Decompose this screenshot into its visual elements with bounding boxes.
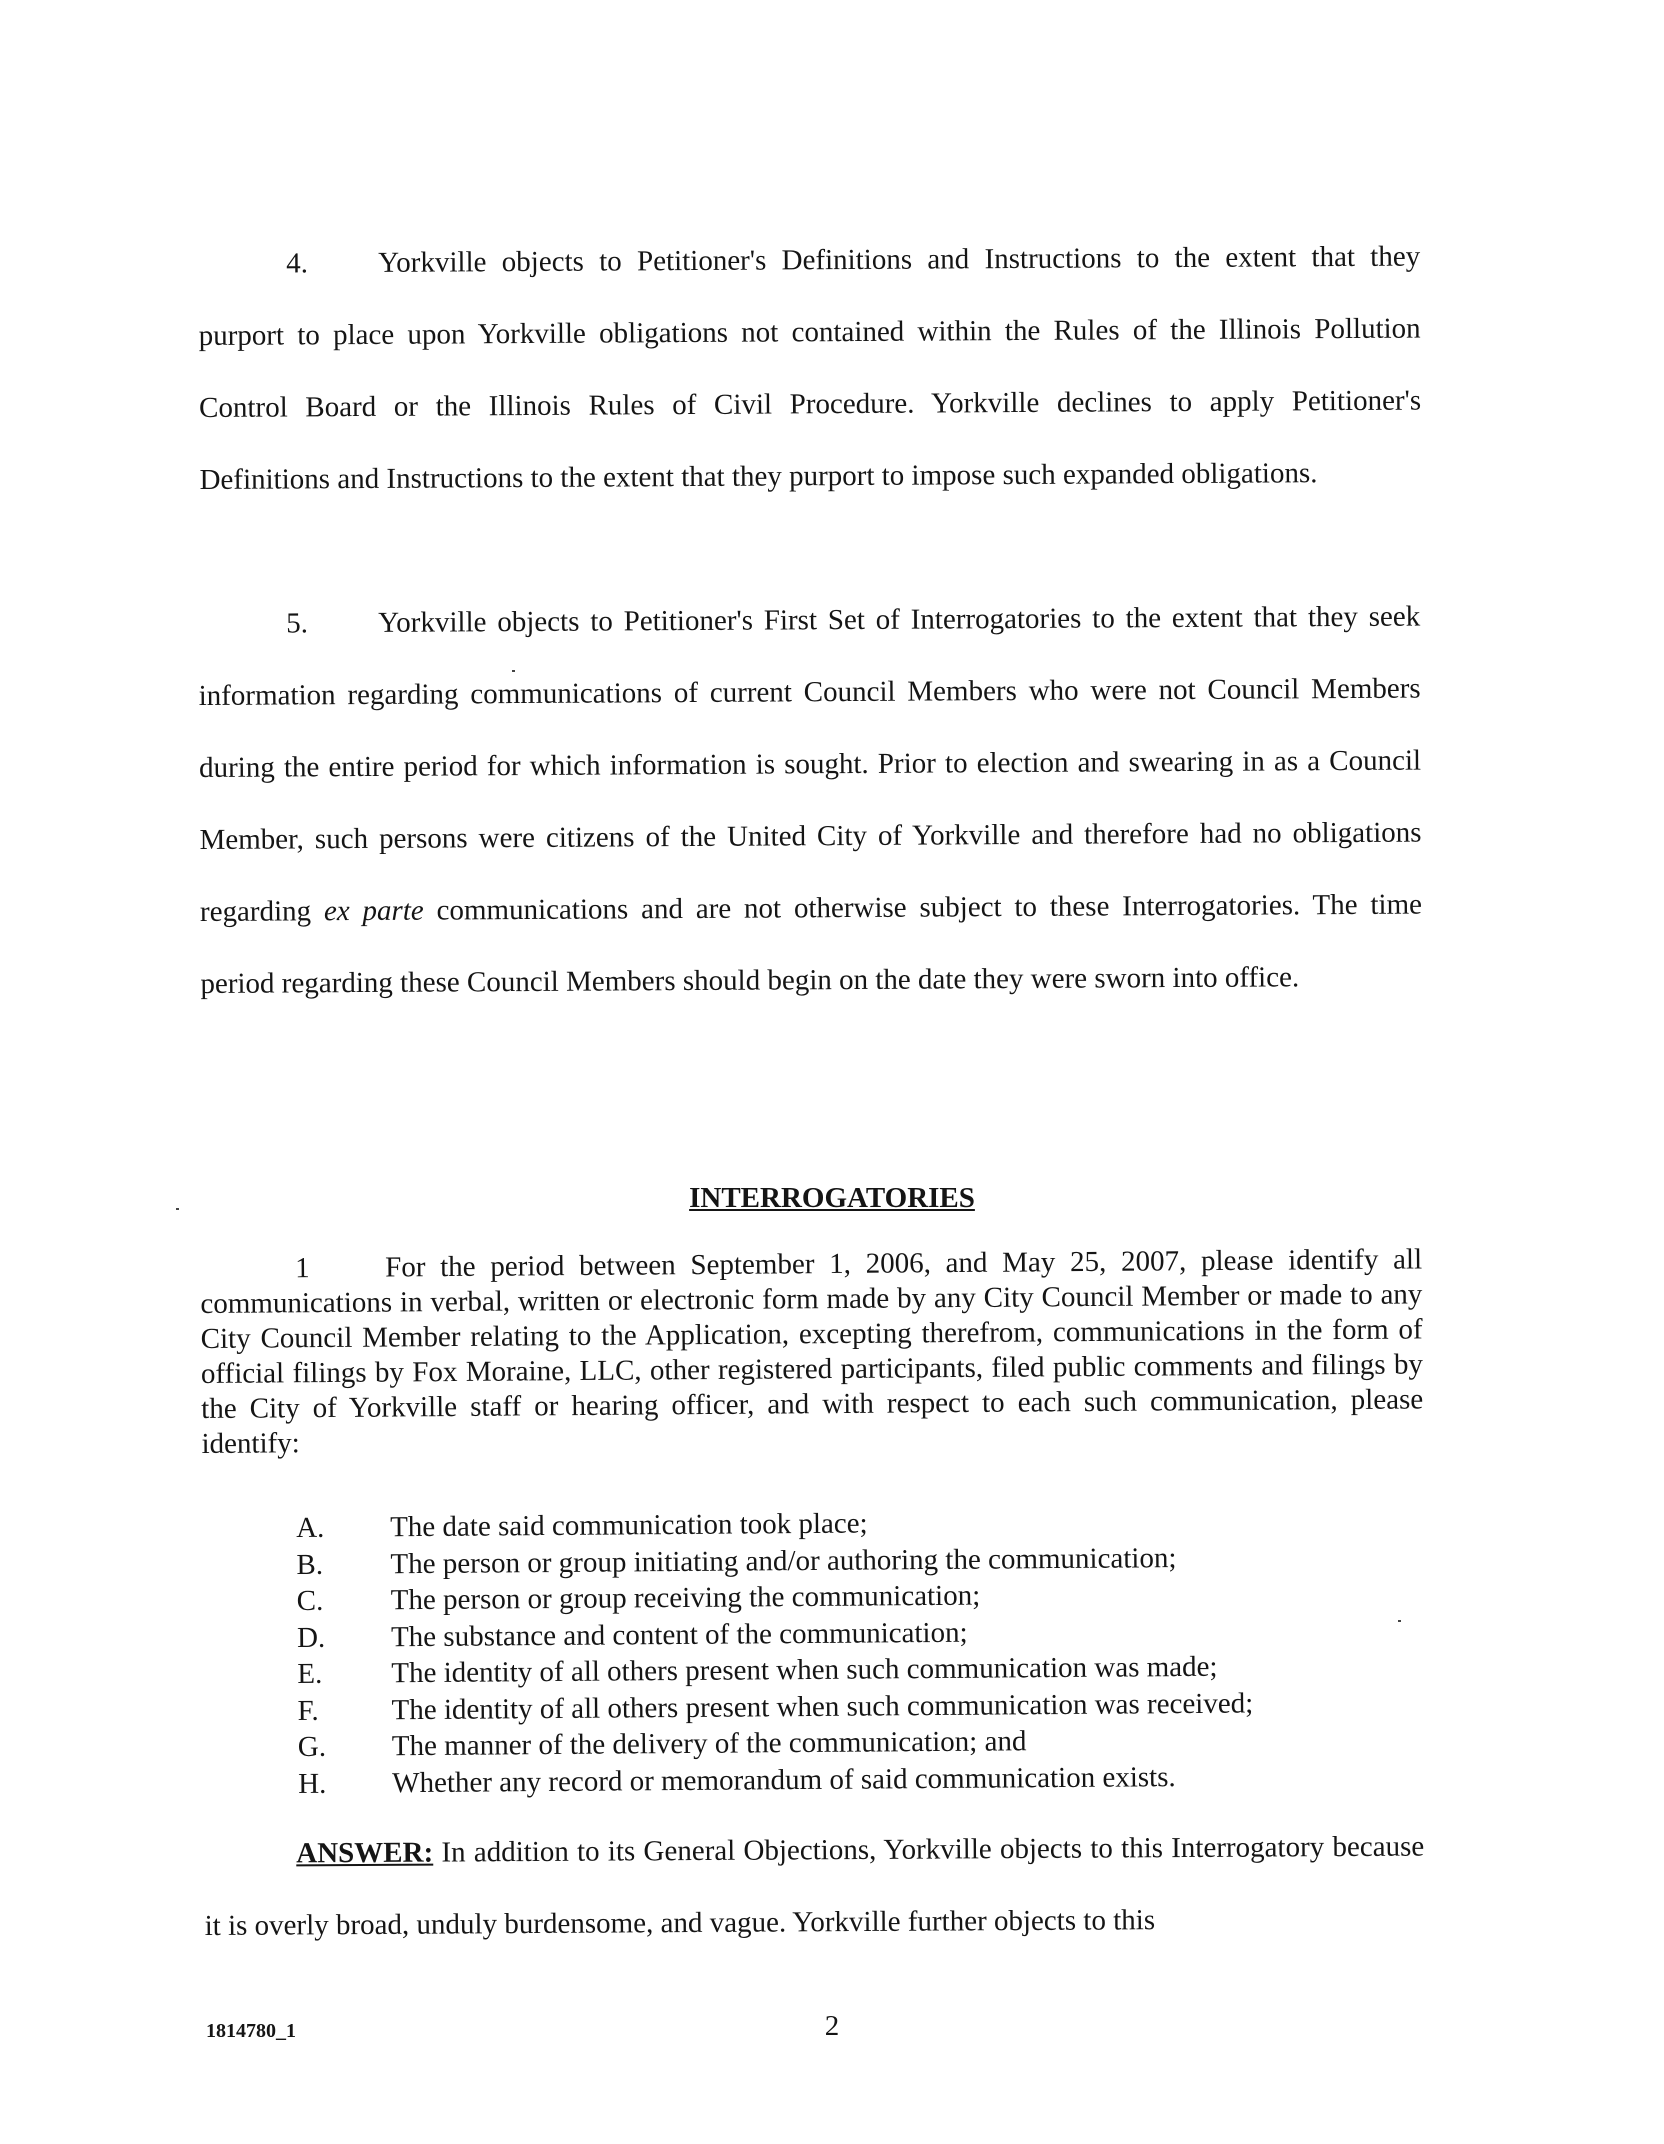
list-item-text: Whether any record or memorandum of said communication exists. (392, 1760, 1176, 1799)
list-item-letter: E. (297, 1657, 323, 1690)
list-item-text: The identity of all others present when such communication was received; (391, 1686, 1254, 1726)
list-item-letter: D. (296, 1621, 326, 1654)
paragraph-5-italic-phrase: ex parte (323, 894, 424, 928)
paragraph-4-text: Yorkville objects to Petitioner's Definitions and Instructions to the extent that they purport to place upon Yorkville obligations not contained within the Rules of the Illinois Pollution Control Board or the Illinois Rules of Civil Procedure. Yorkville declines to apply Petitioner's Definitions and Instructions to the extent that they purport to impose such expanded obligations. (198, 240, 1422, 496)
paragraph-5-number: 5. (286, 607, 309, 640)
interrogatories-heading: INTERROGATORIES (689, 1182, 975, 1214)
paragraph-5 (198, 581, 1423, 1020)
answer-label: ANSWER: (296, 1836, 434, 1870)
paragraph-5-text-after: communications and are not otherwise subject to these Interrogatories. The time period regarding these Council Members should begin on the date they were sworn into office. (200, 888, 1423, 1000)
list-item-text: The date said communication took place; (390, 1507, 868, 1544)
list-item-text: The substance and content of the communication; (390, 1616, 968, 1653)
interrogatory-1-number: 1 (295, 1252, 310, 1285)
scan-speck (1398, 1620, 1401, 1622)
list-item-text: The identity of all others present when such communication was made; (391, 1650, 1218, 1690)
list-item-letter: A. (296, 1511, 325, 1544)
list-item-letter: C. (296, 1584, 324, 1617)
interrogatory-1-items (296, 1501, 1398, 1802)
scan-speck (176, 1208, 179, 1210)
list-item-letter: H. (298, 1767, 327, 1800)
list-item-letter: F. (297, 1694, 319, 1727)
paragraph-4 (198, 221, 1422, 516)
answer-text: In addition to its General Objections, Yorkville objects to this Interrogatory because it is overly broad, unduly burdensome, and vague. Yorkville further objects to this (204, 1830, 1425, 1942)
paragraph-5-text-before: Yorkville objects to Petitioner's First Set of Interrogatories to the extent that they seek information regarding communications of current Council Members who were not Council Members during the entire period for which information is sought. Prior to election and swearing in as a Council Member, such persons were citizens of the United City of Yorkville and therefore had no obligations regarding (198, 600, 1422, 928)
document-id: 1814780_1 (206, 2020, 296, 2042)
list-item-letter: B. (296, 1548, 324, 1581)
paragraph-4-number: 4. (286, 247, 309, 280)
answer-paragraph (204, 1811, 1425, 1962)
list-item-letter: G. (297, 1730, 327, 1763)
page-number: 2 (824, 2010, 840, 2042)
scan-speck (512, 670, 515, 672)
list-item-text: The person or group initiating and/or authoring the communication; (390, 1541, 1177, 1580)
list-item (298, 1757, 1398, 1802)
interrogatory-1-text: For the period between September 1, 2006, and May 25, 2007, please identify all communications in verbal, written or electronic form made by any City Council Member or made to any City Council Member relating to the Application, excepting therefrom, communications in the form of official filings by Fox Moraine, LLC, other registered participants, filed public comments and filings by the City of Yorkville staff or hearing officer, and with respect to each such communication, please identify: (200, 1243, 1424, 1460)
interrogatory-1 (200, 1242, 1424, 1462)
list-item-text: The person or group receiving the communication; (390, 1579, 981, 1617)
list-item-text: The manner of the delivery of the communication; and (391, 1725, 1027, 1763)
